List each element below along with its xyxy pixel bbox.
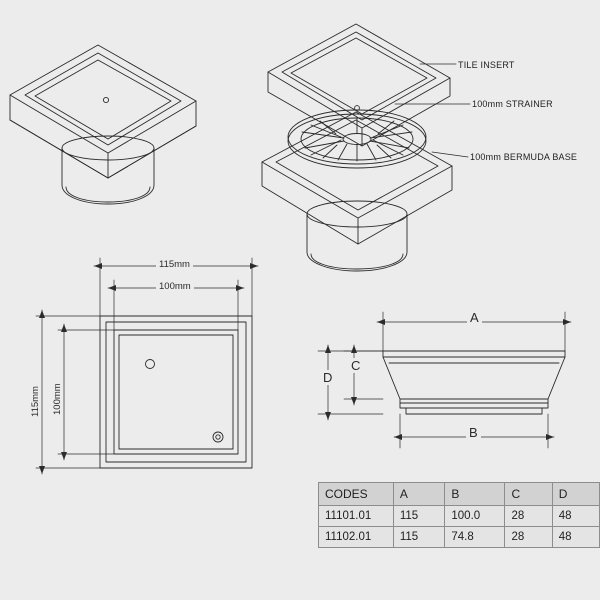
table-header-d: D — [552, 483, 599, 506]
callout-tile-insert: TILE INSERT — [458, 60, 515, 70]
cell-a: 115 — [393, 506, 445, 527]
cell-code: 11101.01 — [319, 506, 394, 527]
elevation-view — [318, 312, 571, 448]
isometric-assembly-left — [10, 45, 196, 204]
plan-dim-top-inner: 100mm — [156, 281, 194, 292]
cell-b: 74.8 — [445, 527, 505, 548]
codes-table — [318, 482, 600, 548]
callout-bermuda-base: 100mm BERMUDA BASE — [470, 152, 578, 162]
table-header-codes: CODES — [319, 483, 394, 506]
bermuda-base — [262, 112, 452, 271]
callout-leaders — [395, 64, 470, 157]
elevation-dim-d: D — [320, 370, 335, 385]
table-row — [319, 527, 600, 548]
plan-dim-left-outer: 115mm — [30, 383, 41, 420]
strainer-grate — [288, 110, 426, 168]
cell-a: 115 — [393, 527, 445, 548]
elevation-dim-b: B — [466, 425, 481, 440]
table-header-a: A — [393, 483, 445, 506]
plan-dim-top-outer: 115mm — [156, 259, 193, 270]
elevation-dim-c: C — [348, 358, 363, 373]
cell-c: 28 — [505, 527, 552, 548]
plan-view — [36, 258, 258, 474]
plan-dim-left-inner: 100mm — [52, 380, 63, 418]
cell-c: 28 — [505, 506, 552, 527]
callout-strainer: 100mm STRAINER — [472, 99, 553, 109]
cell-code: 11102.01 — [319, 527, 394, 548]
cell-d: 48 — [552, 527, 599, 548]
isometric-assembly-exploded — [262, 24, 470, 271]
cell-b: 100.0 — [445, 506, 505, 527]
cell-d: 48 — [552, 506, 599, 527]
elevation-dim-a: A — [467, 310, 482, 325]
table-row — [319, 506, 600, 527]
table-header-row — [319, 483, 600, 506]
table-header-b: B — [445, 483, 505, 506]
table-header-c: C — [505, 483, 552, 506]
